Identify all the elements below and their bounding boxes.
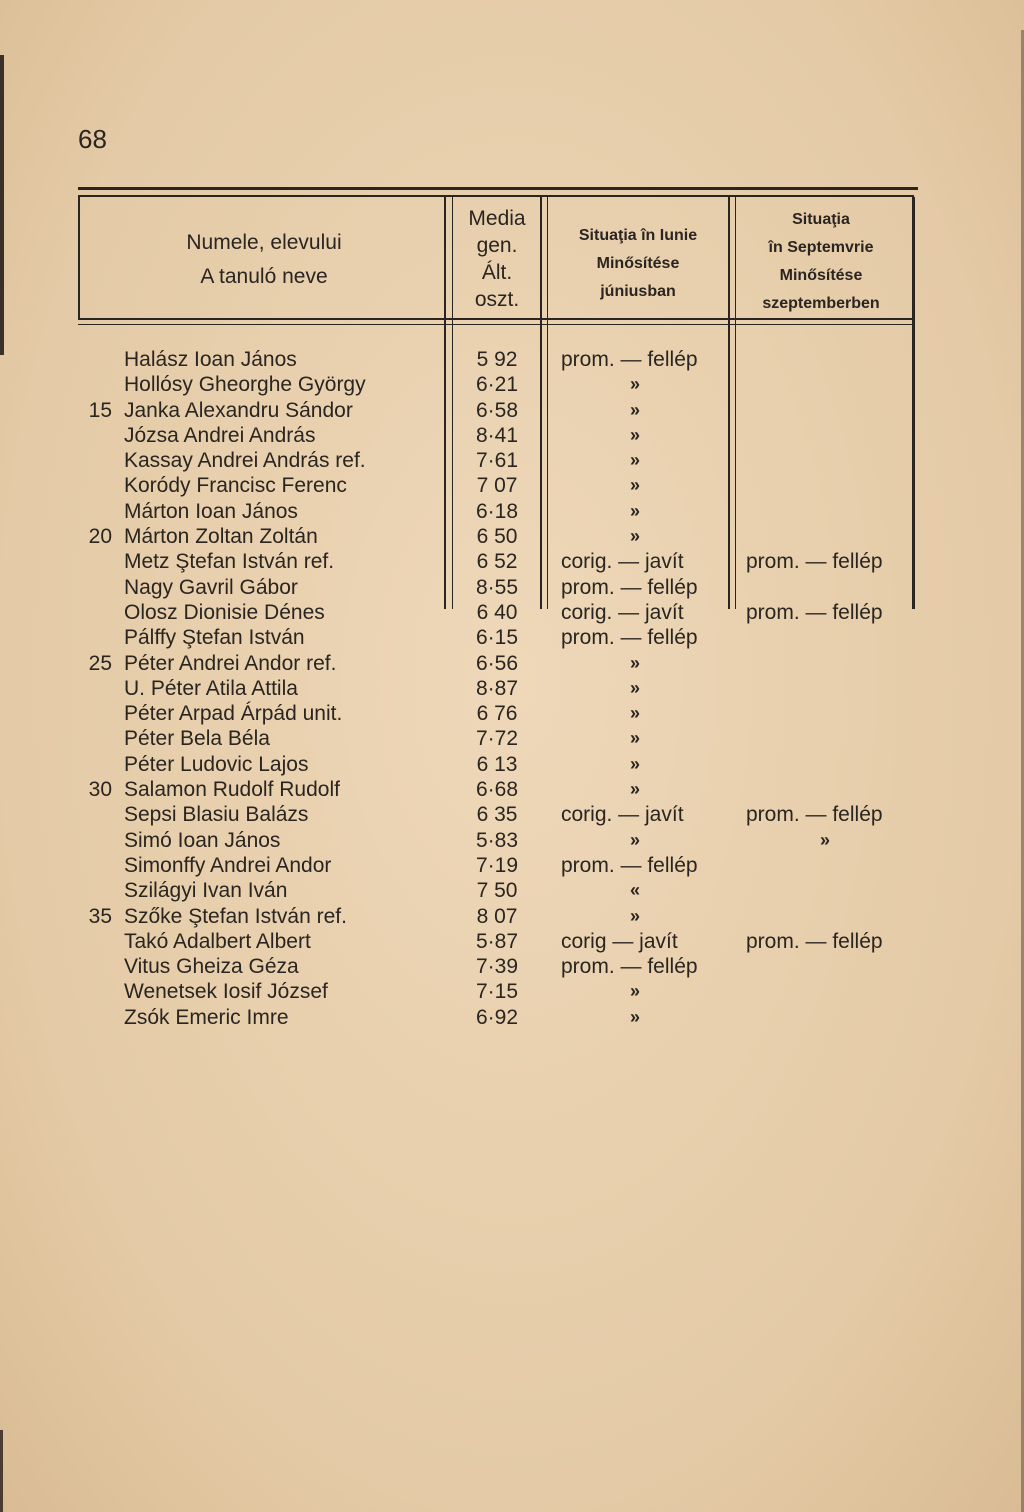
header-bottom-rule (78, 318, 912, 320)
june-status: » (630, 728, 641, 749)
student-name: Wenetsek Iosif József (124, 980, 328, 1004)
june-status: corig. — javít (561, 550, 684, 574)
table-row (0, 347, 1024, 372)
header-iunie-line3: júniusban (600, 283, 676, 300)
average-grade: 6·68 (475, 778, 519, 802)
header-name-ro: Numele, elevului (186, 231, 342, 254)
student-name: Hollósy Gheorghe György (124, 373, 366, 397)
student-name: U. Péter Atila Attila (124, 676, 298, 700)
table-row (0, 600, 1024, 625)
average-grade: 7·19 (475, 853, 519, 877)
student-name: Márton Zoltan Zoltán (124, 525, 318, 549)
column-header-media (452, 205, 542, 313)
header-media-line2: gen. (476, 234, 518, 257)
student-list (0, 347, 1024, 1030)
table-row (0, 575, 1024, 600)
student-name: Zsók Emeric Imre (124, 1005, 289, 1029)
table-row (0, 929, 1024, 954)
table-row (0, 878, 1024, 903)
header-sept-line2: în Septemvrie (768, 239, 874, 256)
average-grade: 8·41 (475, 423, 519, 447)
june-status: » (630, 779, 641, 800)
table-row (0, 701, 1024, 726)
june-status: prom. — fellép (561, 853, 698, 877)
header-media-line3: Ált. (481, 261, 513, 284)
student-name: Simó Ioan János (124, 828, 281, 852)
table-row (0, 979, 1024, 1004)
row-number: 25 (88, 651, 112, 675)
average-grade: 6·58 (475, 398, 519, 422)
june-status: » (630, 475, 641, 496)
header-media-line1: Media (468, 207, 526, 230)
column-header-iunie (549, 222, 727, 306)
june-status: » (630, 753, 641, 774)
header-media-line4: oszt. (474, 288, 520, 311)
june-status: » (630, 1006, 641, 1027)
student-name: Szőke Ştefan István ref. (124, 904, 347, 928)
average-grade: 6·92 (475, 1005, 519, 1029)
june-status: » (630, 829, 641, 850)
average-grade: 5 92 (476, 348, 518, 371)
june-status: corig — javít (561, 929, 678, 953)
june-status: » (630, 677, 641, 698)
june-status: » (630, 652, 641, 673)
june-status: » (630, 526, 641, 547)
table-top-rule-thin (78, 195, 914, 197)
header-sept-line3: Minősítése (779, 267, 863, 284)
average-grade: 6 50 (476, 525, 518, 549)
average-grade: 6·18 (475, 499, 519, 523)
student-name: Péter Andrei Andor ref. (124, 651, 337, 675)
student-name: Salamon Rudolf Rudolf (124, 778, 340, 802)
june-status: » (630, 703, 641, 724)
june-status: corig. — javít (561, 803, 684, 827)
september-status: prom. — fellép (746, 550, 883, 574)
table-row (0, 549, 1024, 574)
september-status: prom. — fellép (746, 929, 883, 953)
june-status: » (630, 981, 641, 1002)
student-name: Halász Ioan János (124, 348, 297, 371)
table-row (0, 651, 1024, 676)
table-row (0, 499, 1024, 524)
student-name: Takó Adalbert Albert (124, 929, 311, 953)
average-grade: 6 13 (476, 752, 518, 776)
average-grade: 8·87 (475, 676, 519, 700)
column-header-septembrie (734, 206, 908, 318)
table-row (0, 802, 1024, 827)
table-row (0, 752, 1024, 777)
page-edge-shadow (0, 55, 4, 355)
table-row (0, 423, 1024, 448)
table-row (0, 1005, 1024, 1030)
table-row (0, 954, 1024, 979)
table-left-border (78, 195, 80, 320)
student-name: Nagy Gavril Gábor (124, 575, 298, 599)
student-name: Pálffy Ştefan István (124, 626, 305, 650)
average-grade: 5·87 (475, 929, 519, 953)
student-name: Sepsi Blasiu Balázs (124, 803, 309, 827)
june-status: » (630, 399, 641, 420)
table-row (0, 448, 1024, 473)
table-row (0, 853, 1024, 878)
june-status: » (630, 374, 641, 395)
header-bottom-rule-thin (78, 324, 912, 325)
table-top-rule (78, 187, 918, 190)
september-status: prom. — fellép (746, 803, 883, 827)
student-name: Olosz Dionisie Dénes (124, 600, 325, 624)
page-edge-shadow (0, 1430, 3, 1512)
average-grade: 6·21 (475, 373, 519, 397)
header-sept-line1: Situaţia (792, 211, 850, 228)
table-row (0, 828, 1024, 853)
student-name: Kassay Andrei András ref. (124, 449, 366, 473)
table-row (0, 904, 1024, 929)
june-status: prom. — fellép (561, 575, 698, 599)
average-grade: 6·15 (475, 626, 519, 650)
table-row (0, 398, 1024, 423)
student-name: Simonffy Andrei Andor (124, 853, 332, 877)
june-status: prom. — fellép (561, 955, 698, 979)
average-grade: 7 07 (476, 474, 518, 498)
average-grade: 6 52 (476, 550, 518, 574)
student-name: Metz Ştefan István ref. (124, 550, 335, 574)
column-header-name (84, 226, 444, 294)
average-grade: 7·39 (475, 955, 519, 979)
average-grade: 8·55 (475, 575, 519, 599)
june-status: corig. — javít (561, 600, 684, 624)
average-grade: 7 50 (476, 879, 518, 903)
average-grade: 6 76 (476, 702, 518, 726)
row-number: 15 (88, 398, 112, 422)
header-iunie-line1: Situaţia în Iunie (578, 227, 698, 244)
september-status: » (820, 829, 831, 850)
header-name-hu: A tanuló neve (200, 265, 328, 288)
student-name: Janka Alexandru Sándor (124, 398, 353, 422)
june-status: « (630, 880, 641, 901)
page-number: 68 (78, 124, 107, 154)
student-name: Péter Ludovic Lajos (124, 752, 309, 776)
table-row (0, 473, 1024, 498)
row-number: 20 (88, 525, 112, 549)
row-number: 35 (88, 904, 112, 928)
table-row (0, 676, 1024, 701)
header-iunie-line2: Minősítése (596, 255, 680, 272)
student-name: Vitus Gheiza Géza (124, 955, 299, 979)
average-grade: 6·56 (475, 651, 519, 675)
average-grade: 7·72 (475, 727, 519, 751)
table-row (0, 524, 1024, 549)
header-sept-line4: szeptemberben (762, 295, 880, 312)
student-name: Szilágyi Ivan Iván (124, 879, 288, 903)
student-name: Péter Bela Béla (124, 727, 270, 751)
june-status: » (630, 500, 641, 521)
average-grade: 7·15 (475, 980, 519, 1004)
student-name: Péter Arpad Árpád unit. (124, 702, 343, 726)
june-status: prom. — fellép (561, 348, 698, 371)
average-grade: 6 35 (476, 803, 518, 827)
table-row (0, 625, 1024, 650)
student-name: Márton Ioan János (124, 499, 298, 523)
june-status: prom. — fellép (561, 626, 698, 650)
row-number: 30 (88, 778, 112, 802)
average-grade: 5·83 (475, 828, 519, 852)
average-grade: 7·61 (475, 449, 519, 473)
june-status: » (630, 905, 641, 926)
average-grade: 6 40 (476, 600, 518, 624)
average-grade: 8 07 (476, 904, 518, 928)
student-name: Koródy Francisc Ferenc (124, 474, 347, 498)
june-status: » (630, 424, 641, 445)
student-name: Józsa Andrei András (124, 423, 316, 447)
table-row (0, 372, 1024, 397)
table-row (0, 777, 1024, 802)
table-row (0, 726, 1024, 751)
september-status: prom. — fellép (746, 600, 883, 624)
june-status: » (630, 450, 641, 471)
